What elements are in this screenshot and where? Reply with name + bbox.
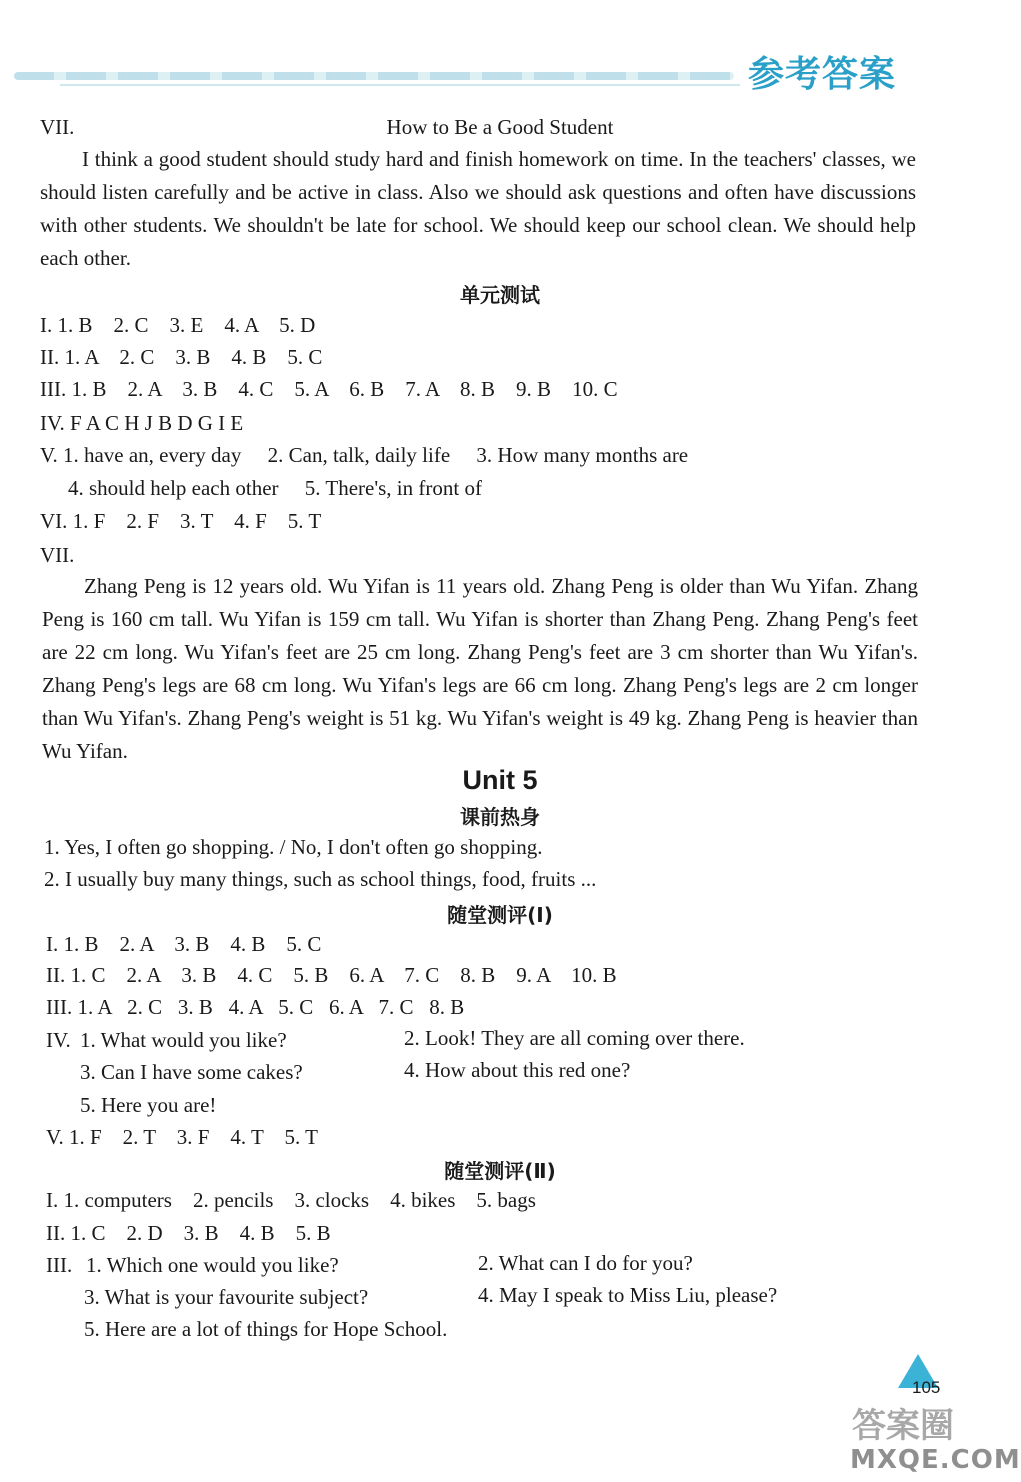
- section-heading-quiz2: 随堂测评(Ⅱ): [444, 1159, 556, 1183]
- watermark-url: MXQE.COM: [850, 1445, 1021, 1475]
- answer-item: 4. How about this red one?: [404, 1058, 631, 1082]
- unit-title: Unit 5: [462, 765, 538, 795]
- answer-item: 4. May I speak to Miss Liu, please?: [478, 1283, 778, 1307]
- essay-title: How to Be a Good Student: [386, 115, 614, 139]
- answer-line: I. 1. B 2. C 3. E 4. A 5. D: [40, 313, 316, 337]
- essay-paragraph: Zhang Peng is 12 years old. Wu Yifan is 11 years old. Zhang Peng is older than Wu Yifan. Zhang Peng is 160 cm tall. Wu Yifan is 159 cm tall. Wu Yifan is shorter than Zhang Peng. Zhang Peng's feet are 22 cm long. Wu Yifan's feet are 25 cm long. Zhang Peng's feet are 3 cm shorter than Wu Yifan's. Zhang Peng's legs are 68 cm long. Wu Yifan's legs are 66 cm long. Zhang Peng's legs are 2 cm longer than Wu Yifan's. Zhang Peng's weight is 51 kg. Wu Yifan's weight is 49 kg. Zhang Peng is heavier than Wu Yifan.: [42, 574, 918, 763]
- essay-paragraph: I think a good student should study hard and finish homework on time. In the teachers' classes, we should listen carefully and be active in class. Also we should ask questions and often have discussions with other students. We shouldn't be late for school. We should keep our school clean. We should help each other.: [40, 147, 916, 270]
- page-number: 105: [912, 1378, 941, 1397]
- answer-line: IV. F A C H J B D G I E: [40, 411, 244, 435]
- section-heading-unit-test: 单元测试: [460, 283, 540, 307]
- section-heading-warmup: 课前热身: [460, 805, 540, 829]
- answer-item: 3. What is your favourite subject?: [84, 1285, 369, 1309]
- answer-line: 4. should help each other 5. There's, in front of: [68, 476, 482, 500]
- answer-line: III. 1. A 2. C 3. B 4. A 5. C 6. A 7. C 8. B: [46, 995, 465, 1019]
- header-title: 参考答案: [747, 54, 896, 95]
- section-label: VII.: [40, 543, 75, 567]
- answer-item: 5. Here you are!: [80, 1093, 217, 1117]
- answer-line: III. 1. B 2. A 3. B 4. C 5. A 6. B 7. A 8. B 9. B 10. C: [40, 377, 618, 401]
- answer-item: 1. Which one would you like?: [86, 1253, 339, 1277]
- answer-line: V. 1. F 2. T 3. F 4. T 5. T: [46, 1125, 318, 1149]
- answer-item: 2. Look! They are all coming over there.: [404, 1026, 745, 1050]
- answer-line: II. 1. A 2. C 3. B 4. B 5. C: [40, 345, 323, 369]
- section-heading-quiz1: 随堂测评(Ⅰ): [447, 903, 553, 927]
- answer-line: 2. I usually buy many things, such as school things, food, fruits ...: [44, 867, 597, 891]
- header-decoration: [14, 72, 734, 80]
- answer-item: 1. What would you like?: [80, 1028, 287, 1052]
- answer-item: 2. What can I do for you?: [478, 1251, 693, 1275]
- section-label: IV.: [46, 1028, 71, 1052]
- answer-line: VI. 1. F 2. F 3. T 4. F 5. T: [40, 509, 322, 533]
- header-decoration-line: [60, 84, 740, 86]
- answer-line: II. 1. C 2. D 3. B 4. B 5. B: [46, 1221, 331, 1245]
- answer-line: V. 1. have an, every day 2. Can, talk, daily life 3. How many months are: [40, 443, 689, 467]
- watermark-logo: 答案圈: [852, 1406, 954, 1446]
- answer-item: 3. Can I have some cakes?: [80, 1060, 303, 1084]
- answer-line: II. 1. C 2. A 3. B 4. C 5. B 6. A 7. C 8. B 9. A 10. B: [46, 963, 617, 987]
- section-label: III.: [46, 1253, 73, 1277]
- answer-item: 5. Here are a lot of things for Hope School.: [84, 1317, 448, 1341]
- answer-line: I. 1. B 2. A 3. B 4. B 5. C: [46, 932, 322, 956]
- answer-line: 1. Yes, I often go shopping. / No, I don't often go shopping.: [44, 835, 543, 859]
- answer-line: I. 1. computers 2. pencils 3. clocks 4. bikes 5. bags: [46, 1188, 536, 1212]
- section-label: VII.: [40, 115, 75, 139]
